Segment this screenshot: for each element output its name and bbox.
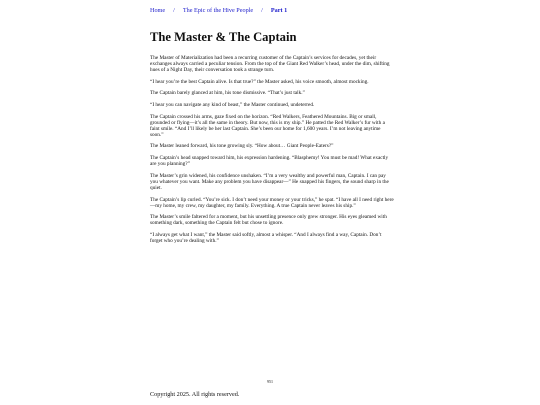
page-title: The Master & The Captain <box>150 30 297 44</box>
story-paragraph: The Captain’s lip curled. “You’re sick. I don’t need your money or your tricks,” he spat. “I have all I need right here—my home, my crew, my daughter, my family. Everything. A true Captain never leaves his ship.” <box>150 196 394 209</box>
story-paragraph: The Captain barely glanced at him, his tone dismissive. “That’s just talk.” <box>150 90 305 97</box>
breadcrumb-separator: / <box>173 7 175 14</box>
breadcrumb-home-link[interactable]: Home <box>150 7 166 14</box>
story-paragraph: The Master leaned forward, his tone growing sly. “How about… Giant People-Eaters?” <box>150 143 334 150</box>
story-paragraph: The Captain crossed his arms, gaze fixed on the horizon. “Red Walkers, Feathered Mountains. Big or small, grounded or flying—it’s all the same in theory. But now, this is my ship.” He patted the Red Walker’s fur with a faint smile. “And I’ll likely be her last Captain. She’s been our home for 1,600 years. I’m not leaving anytime soon.” <box>150 113 385 138</box>
page-number: 951 <box>267 379 273 384</box>
story-text <box>150 55 395 250</box>
story-paragraph: “I hear you’re the best Captain alive. Is that true?” the Master asked, his voice smooth, almost mocking. <box>150 78 369 85</box>
copyright-footer: Copyright 2025. All rights reserved. <box>150 391 240 398</box>
story-paragraph: The Master’s smile faltered for a moment, but his unsettling presence only grew stronger. His eyes gleamed with something dark, something the Captain felt but chose to ignore. <box>150 214 387 227</box>
breadcrumb-current-part[interactable]: Part 1 <box>270 7 288 14</box>
story-paragraph: “I always get what I want,” the Master said softly, almost a whisper. “And I always find a way, Captain. Don’t forget who you’re dealing with.” <box>150 231 382 244</box>
story-paragraph: The Captain’s head snapped toward him, his expression hardening. “Blasphemy! You must be mad! What exactly are you planning?” <box>150 155 389 168</box>
breadcrumb <box>150 7 287 14</box>
story-paragraph: “I hear you can navigate any kind of beast,” the Master continued, undeterred. <box>150 102 315 109</box>
breadcrumb-separator: / <box>261 7 263 14</box>
breadcrumb-book-link[interactable]: The Epic of the Hive People <box>182 7 254 14</box>
story-paragraph: The Master’s grin widened, his confidence unshaken. “I’m a very wealthy and powerful man, Captain. I can pay you whatever you want. Make any problem you have disappear—” He snapped his fingers, the sound sharp in the quiet. <box>150 172 389 191</box>
story-paragraph: The Master of Materialization had been a recurring customer of the Captain’s services for decades, yet their exchanges always carried a peculiar tension. From the top of the Giant Red Walker’s head, under the dim, shifting hues of a Night Day, their conversation took a strange turn. <box>150 55 390 74</box>
